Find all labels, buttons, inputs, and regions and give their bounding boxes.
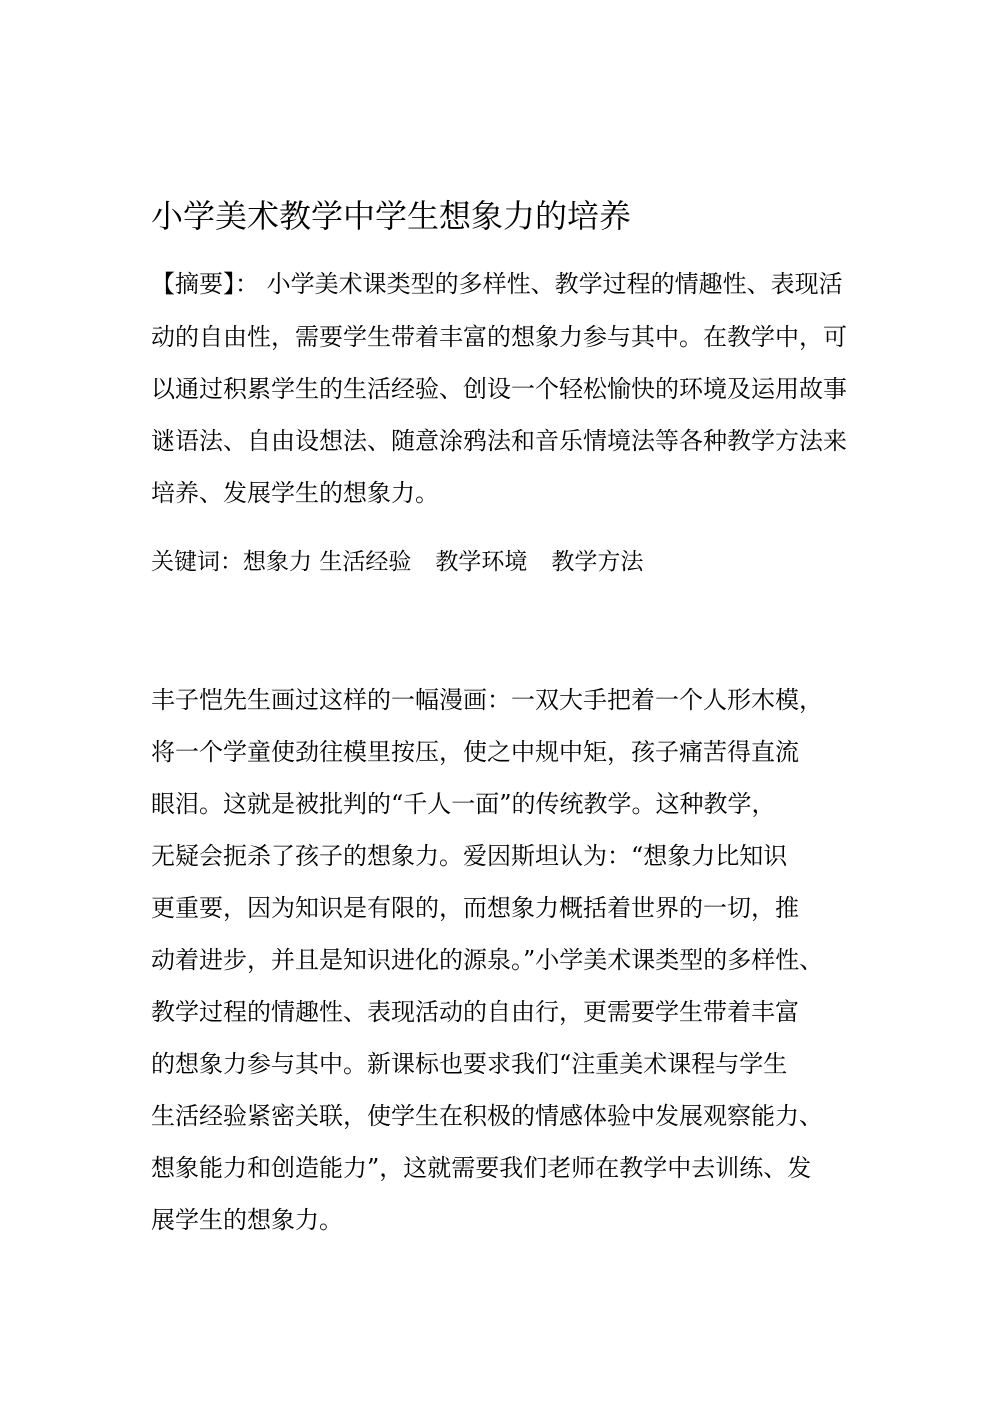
body-line-10: 想象能力和创造能力”，这就需要我们老师在教学中去训练、发 (151, 1154, 812, 1182)
abstract-line-2: 动的自由性，需要学生带着丰富的想象力参与其中。在教学中，可 (151, 323, 847, 351)
keyword-item: 教学方法 (551, 549, 644, 575)
keywords-line (151, 546, 643, 578)
keywords-label: 关键词： (151, 549, 243, 575)
body-line-5: 更重要，因为知识是有限的，而想象力概括着世界的一切，推 (151, 894, 799, 922)
document-title: 小学美术教学中学生想象力的培养 (151, 197, 632, 235)
body-line-2: 将一个学童使劲往模里按压，使之中规中矩，孩子痛苦得直流 (151, 738, 799, 766)
abstract-line-3: 以通过积累学生的生活经验、创设一个轻松愉快的环境及运用故事 (151, 375, 847, 403)
abstract-line-4: 谜语法、自由设想法、随意涂鸦法和音乐情境法等各种教学方法来 (151, 427, 847, 455)
body-line-7: 教学过程的情趣性、表现活动的自由行，更需要学生带着丰富 (151, 998, 799, 1026)
body-line-9: 生活经验紧密关联，使学生在积极的情感体验中发展观察能力、 (151, 1102, 823, 1130)
keyword-item: 生活经验 (319, 549, 412, 575)
keyword-item: 教学环境 (435, 549, 528, 575)
body-line-8: 的想象力参与其中。新课标也要求我们“注重美术课程与学生 (151, 1050, 788, 1078)
body-line-6: 动着进步，并且是知识进化的源泉。”小学美术课类型的多样性、 (151, 946, 824, 974)
body-line-3: 眼泪。这就是被批判的“千人一面”的传统教学。这种教学， (151, 790, 776, 818)
body-line-4: 无疑会扼杀了孩子的想象力。爱因斯坦认为：“想象力比知识 (151, 842, 788, 870)
abstract-line-5: 培养、发展学生的想象力。 (151, 479, 439, 507)
body-line-1: 丰子恺先生画过这样的一幅漫画：一双大手把着一个人形木模， (151, 686, 823, 714)
abstract-line-1 (151, 268, 843, 300)
abstract-text-1: 小学美术课类型的多样性、教学过程的情趣性、表现活 (266, 270, 843, 298)
abstract-colon: ： (235, 270, 259, 298)
body-line-11: 展学生的想象力。 (151, 1206, 343, 1234)
abstract-label: 【摘要】 (151, 270, 235, 298)
keyword-item: 想象力 (243, 549, 312, 575)
